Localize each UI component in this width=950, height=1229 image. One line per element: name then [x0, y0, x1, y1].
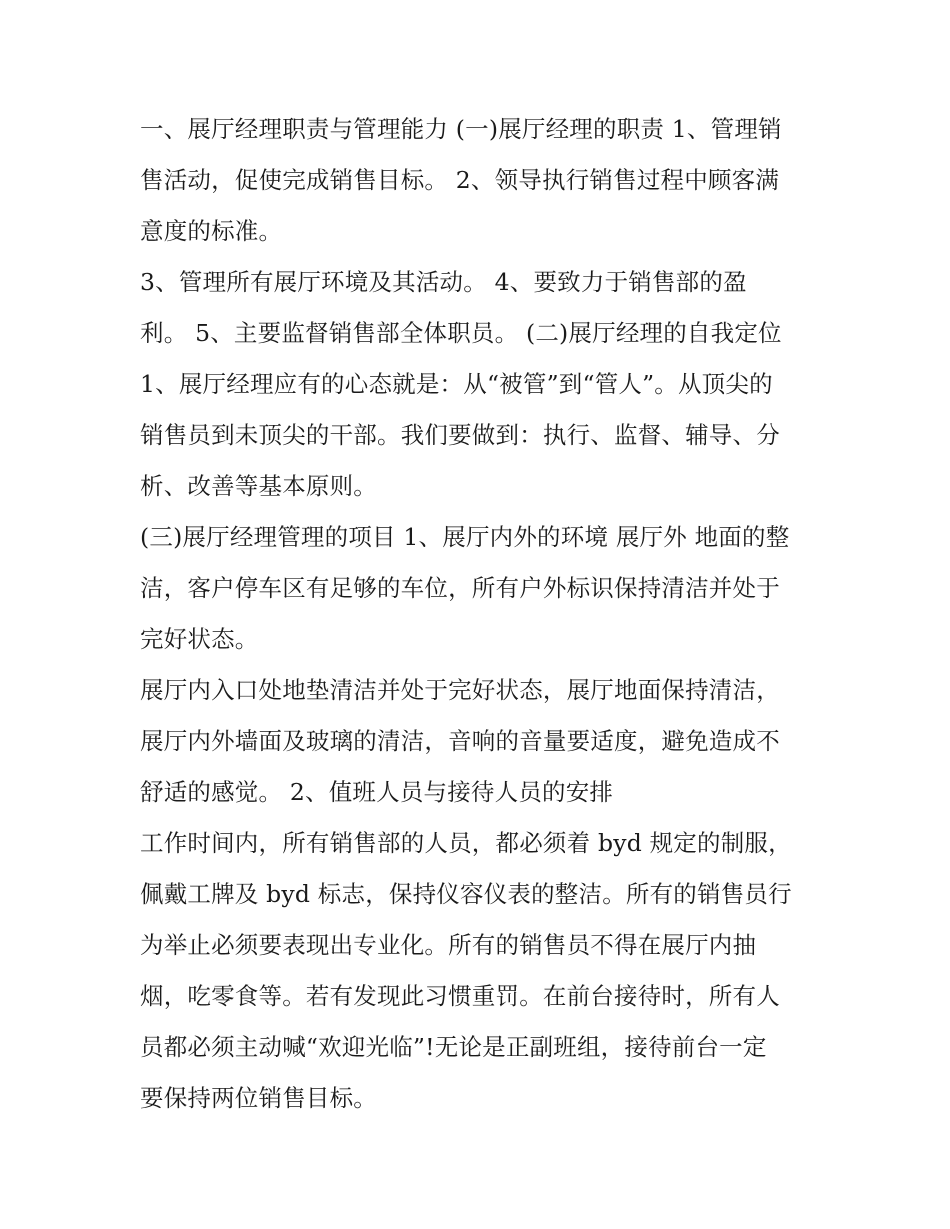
text-line: 1、展厅经理应有的心态就是：从“被管”到“管人”。从顶尖的 [140, 370, 773, 398]
text-line: 3、管理所有展厅环境及其活动。 4、要致力于销售部的盈 [140, 268, 747, 296]
text-line: 佩戴工牌及 byd 标志，保持仪容仪表的整洁。所有的销售员行 [140, 880, 792, 908]
text-line: 销售员到未顶尖的干部。我们要做到：执行、监督、辅导、分 [140, 421, 780, 449]
text-line: 意度的标准。 [140, 217, 283, 245]
text-line: 要保持两位销售目标。 [140, 1084, 377, 1112]
text-line: 析、改善等基本原则。 [140, 472, 377, 500]
text-line: 一、展厅经理职责与管理能力 (一)展厅经理的职责 1、管理销 [140, 115, 782, 143]
text-line: (三)展厅经理管理的项目 1、展厅内外的环境 展厅外 地面的整 [140, 523, 790, 551]
text-line: 利。 5、主要监督销售部全体职员。 (二)展厅经理的自我定位 [140, 319, 782, 347]
text-line: 为举止必须要表现出专业化。所有的销售员不得在展厅内抽 [140, 931, 757, 959]
text-line: 工作时间内，所有销售部的人员，都必须着 byd 规定的制服， [140, 829, 792, 857]
text-line: 售活动，促使完成销售目标。 2、领导执行销售过程中顾客满 [140, 166, 780, 194]
text-line: 完好状态。 [140, 625, 259, 653]
text-line: 洁，客户停车区有足够的车位，所有户外标识保持清洁并处于 [140, 574, 780, 602]
text-line: 烟，吃零食等。若有发现此习惯重罚。在前台接待时，所有人 [140, 982, 780, 1010]
text-line: 展厅内外墙面及玻璃的清洁，音响的音量要适度，避免造成不 [140, 727, 780, 755]
text-line: 展厅内入口处地垫清洁并处于完好状态，展厅地面保持清洁， [140, 676, 780, 704]
document-body [140, 104, 812, 1124]
text-line: 员都必须主动喊“欢迎光临”!无论是正副班组，接待前台一定 [140, 1033, 767, 1061]
text-line: 舒适的感觉。 2、值班人员与接待人员的安排 [140, 778, 614, 806]
